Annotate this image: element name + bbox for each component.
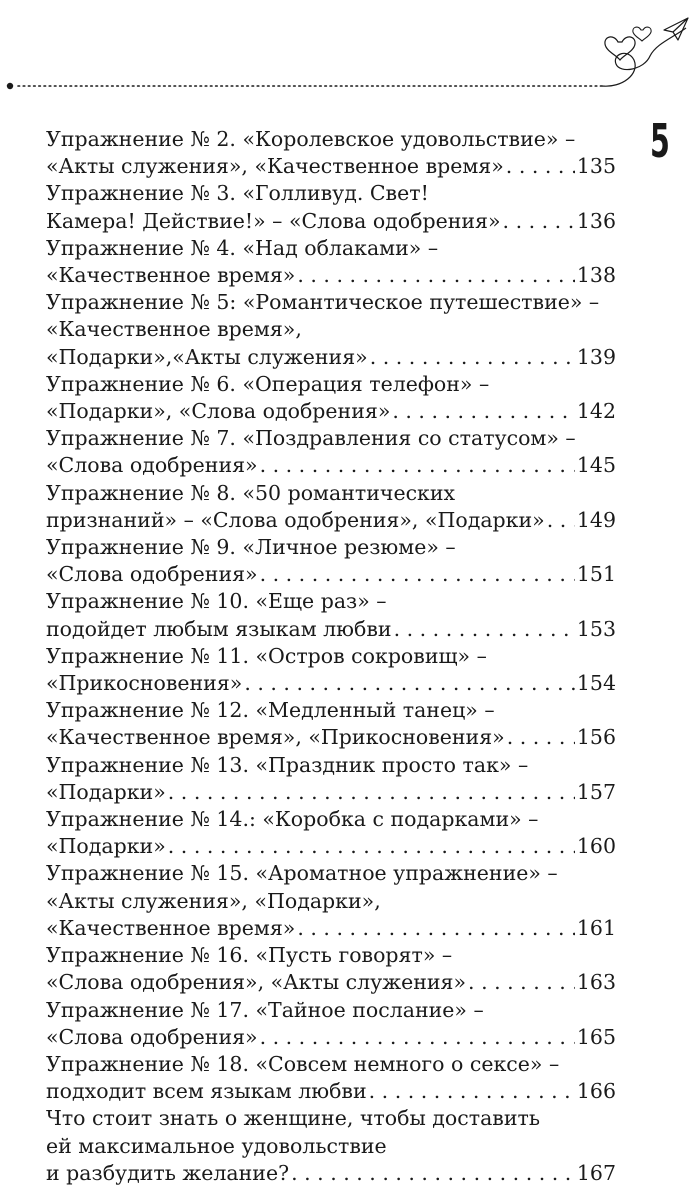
toc-entry[interactable] [46,1105,616,1187]
toc-entry-title: Упражнение № 4. «Над облаками» – [46,235,439,260]
toc-entry-line [46,860,616,887]
toc-page-number: 167 [576,1160,616,1185]
toc-entry-line [46,534,616,561]
toc-page-number: 151 [576,562,616,587]
toc-entry-line [46,452,616,479]
toc-entry-line [46,507,616,534]
toc-entry-title: «Подарки» [46,779,166,804]
toc-entry-title: «Слова одобрения» [46,453,258,478]
toc-entry[interactable] [46,860,616,942]
heart-icon [605,37,635,60]
toc-entry-title: «Подарки» [46,834,166,859]
toc-entry[interactable] [46,752,616,806]
toc-page-number: 157 [576,779,616,804]
toc-entry-line [46,588,616,615]
toc-entry-title: Упражнение № 8. «50 романтических [46,480,456,505]
toc-entry-line [46,724,616,751]
toc-entry-line [46,316,616,343]
toc-page-number: 165 [576,1024,616,1049]
ornament-dot [7,83,13,89]
header-ornament [0,0,700,100]
toc-entry-line [46,235,616,262]
toc-entry-title: «Слова одобрения» [46,1024,258,1049]
toc-entry-line [46,1024,616,1051]
toc-entry[interactable] [46,371,616,425]
toc-page-number: 154 [576,671,616,696]
dot-leader [547,507,575,534]
toc-entry-line [46,806,616,833]
dot-leader [297,915,575,942]
toc-entry-title: Упражнение № 12. «Медленный танец» – [46,698,495,723]
toc-entry-title: «Акты служения», «Подарки», [46,888,381,913]
toc-entry-line [46,1133,616,1160]
toc-entry-line [46,888,616,915]
toc-entry-title: «Качественное время» [46,263,296,288]
toc-page-number: 160 [576,834,616,859]
toc-entry[interactable] [46,425,616,479]
toc-entry[interactable] [46,1051,616,1105]
toc-entry[interactable] [46,480,616,534]
toc-entry-title: «Качественное время» [46,915,296,940]
dot-leader [506,153,575,180]
toc-entry[interactable] [46,806,616,860]
toc-entry-line [46,344,616,371]
toc-entry-title: и разбудить желание? [46,1160,290,1185]
page-number: 5 [650,114,670,168]
toc-entry-line [46,180,616,207]
toc-entry[interactable] [46,289,616,371]
toc-page-number: 136 [576,208,616,233]
dot-leader [291,1160,575,1187]
dot-leader [244,670,575,697]
toc-page-number: 142 [576,399,616,424]
toc-page-number: 145 [576,453,616,478]
toc-entry-line [46,779,616,806]
toc-entry-line [46,1160,616,1187]
heart-small-icon [633,27,651,41]
toc-entry-line [46,262,616,289]
toc-page-number: 156 [576,725,616,750]
table-of-contents [46,126,616,1187]
toc-entry-title: «Акты служения», «Качественное время» [46,154,504,179]
toc-entry-line [46,670,616,697]
toc-page-number: 153 [576,616,616,641]
toc-page-number: 139 [576,344,616,369]
toc-entry-line [46,425,616,452]
dot-leader [168,833,575,860]
toc-entry-title: «Прикосновения» [46,671,243,696]
dot-leader [468,969,575,996]
toc-entry-line [46,289,616,316]
dot-leader [392,398,575,425]
dot-leader [297,262,575,289]
toc-entry-line [46,915,616,942]
toc-entry[interactable] [46,697,616,751]
toc-entry-line [46,398,616,425]
toc-entry-title: Упражнение № 9. «Личное резюме» – [46,535,456,560]
toc-entry-line [46,561,616,588]
toc-entry-line [46,480,616,507]
dot-leader [370,344,575,371]
toc-entry-line [46,1078,616,1105]
dot-leader [503,208,575,235]
toc-page-number: 161 [576,915,616,940]
toc-entry-title: подойдет любым языкам любви [46,616,392,641]
toc-entry-title: Упражнение № 5: «Романтическое путешествие» – [46,290,600,315]
toc-entry-title: Упражнение № 16. «Пусть говорят» – [46,943,453,968]
toc-entry-title: «Подарки»,«Акты служения» [46,344,368,369]
dot-leader [260,561,575,588]
dot-leader [168,779,575,806]
toc-entry-title: «Качественное время», «Прикосновения» [46,725,505,750]
toc-entry-line [46,752,616,779]
toc-entry-title: Упражнение № 18. «Совсем немного о сексе» – [46,1051,560,1076]
toc-entry-title: «Слова одобрения», «Акты служения» [46,970,467,995]
toc-entry[interactable] [46,997,616,1051]
toc-entry-line [46,1105,616,1132]
toc-entry-title: Упражнение № 14.: «Коробка с подарками» – [46,807,539,832]
toc-entry[interactable] [46,235,616,289]
toc-page-number: 163 [576,970,616,995]
toc-entry[interactable] [46,534,616,588]
dot-leader [394,616,575,643]
toc-entry-line [46,208,616,235]
toc-entry-title: Упражнение № 17. «Тайное послание» – [46,997,484,1022]
toc-entry-line [46,942,616,969]
toc-entry-title: Упражнение № 13. «Праздник просто так» – [46,752,529,777]
toc-entry-title: Упражнение № 15. «Ароматное упражнение» – [46,861,558,886]
dot-leader [507,724,575,751]
toc-page-number: 135 [576,154,616,179]
toc-entry-title: Упражнение № 10. «Еще раз» – [46,589,387,614]
dot-leader [369,1078,575,1105]
toc-entry-title: Упражнение № 7. «Поздравления со статусом» – [46,426,576,451]
toc-entry-title: ей максимальное удовольствие [46,1133,387,1158]
toc-entry-title: Упражнение № 6. «Операция телефон» – [46,371,490,396]
toc-entry-line [46,969,616,996]
toc-entry-line [46,997,616,1024]
toc-entry-line [46,833,616,860]
toc-entry-title: Что стоит знать о женщине, чтобы доставить [46,1106,541,1131]
toc-entry-line [46,153,616,180]
toc-page-number: 166 [576,1079,616,1104]
toc-entry[interactable] [46,942,616,996]
toc-entry-line [46,697,616,724]
toc-entry[interactable] [46,126,616,180]
toc-entry-title: Камера! Действие!» – «Слова одобрения» [46,208,501,233]
toc-page-number: 149 [576,507,616,532]
dot-leader [260,1024,575,1051]
toc-entry-line [46,1051,616,1078]
heart-loop-icon [602,28,686,86]
toc-entry-title: признаний» – «Слова одобрения», «Подарки» [46,507,545,532]
toc-entry[interactable] [46,588,616,642]
toc-entry-title: «Слова одобрения» [46,562,258,587]
toc-entry[interactable] [46,180,616,234]
dot-leader [260,452,575,479]
toc-entry-line [46,371,616,398]
toc-entry-title: подходит всем языкам любви [46,1079,367,1104]
toc-entry[interactable] [46,643,616,697]
toc-entry-title: Упражнение № 11. «Остров сокровищ» – [46,643,487,668]
toc-entry-title: «Качественное время», [46,317,302,342]
toc-entry-line [46,126,616,153]
toc-page-number: 138 [576,263,616,288]
toc-entry-title: Упражнение № 2. «Королевское удовольствие» – [46,127,576,151]
toc-entry-title: Упражнение № 3. «Голливуд. Свет! [46,181,429,206]
toc-entry-title: «Подарки», «Слова одобрения» [46,399,391,424]
toc-entry-line [46,643,616,670]
toc-entry-line [46,616,616,643]
